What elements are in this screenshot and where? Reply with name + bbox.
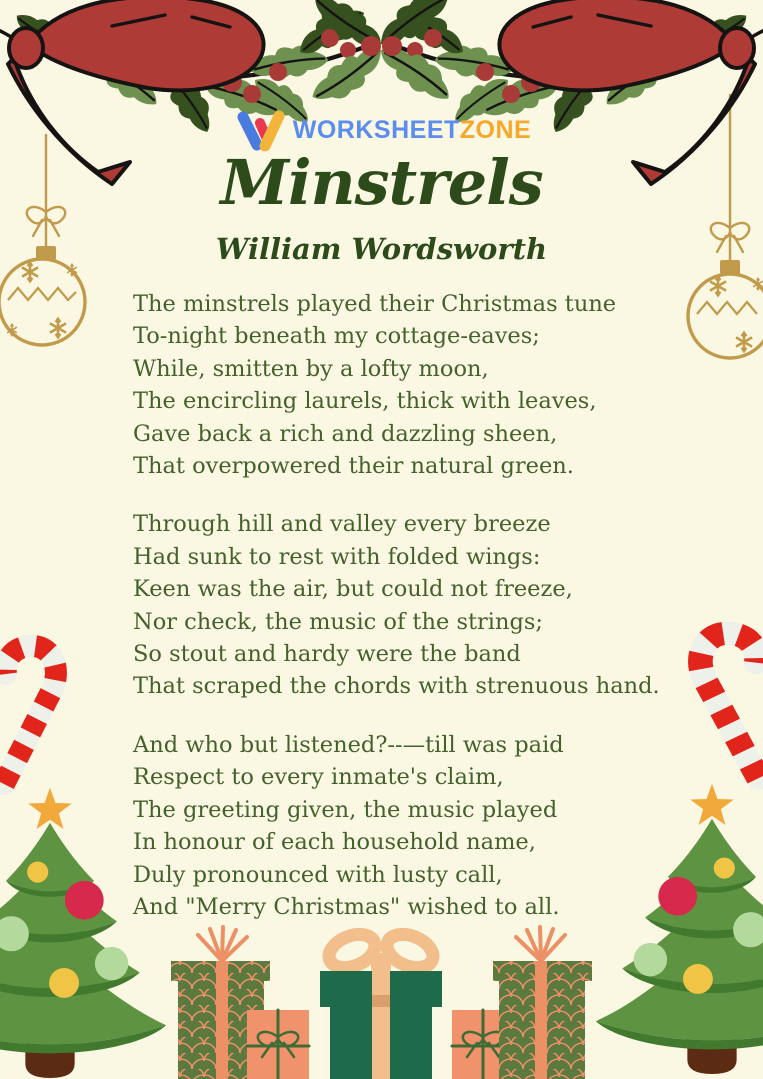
poem-line: So stout and hardy were the band (133, 641, 521, 668)
stanza (133, 288, 660, 482)
poem-line: To-night beneath my cottage-eaves; (133, 323, 540, 350)
poem-line: Respect to every inmate's claim, (133, 764, 504, 791)
poem-line: The encircling laurels, thick with leaves, (133, 388, 597, 415)
poem-line: Duly pronounced with lusty call, (133, 861, 503, 888)
poem-line: And who but listened?--—till was paid (133, 731, 564, 758)
candy-cane-right-icon (700, 633, 758, 778)
poem-line: Through hill and valley every breeze (133, 511, 551, 538)
poem-line: That scraped the chords with strenuous hand. (133, 673, 660, 700)
poem-line: That overpowered their natural green. (133, 453, 574, 480)
poem-line: Gave back a rich and dazzling sheen, (133, 420, 558, 447)
poem-line: Keen was the air, but could not freeze, (133, 576, 573, 603)
poem-line: In honour of each household name, (133, 829, 536, 856)
poem-title: Minstrels (220, 146, 543, 219)
gift-center (320, 928, 442, 1079)
poem-line: The minstrels played their Christmas tune (133, 291, 617, 317)
gift-small-left (247, 1010, 309, 1079)
poem-line: Had sunk to rest with folded wings: (133, 543, 541, 570)
logo-text-zone: ZONE (459, 115, 532, 144)
logo-text (293, 116, 531, 145)
poem-line: While, smitten by a lofty moon, (133, 355, 489, 382)
gift-boxes-icon (0, 925, 763, 1079)
poem-author: William Wordsworth (215, 232, 548, 266)
poem-line: The greeting given, the music played (133, 796, 558, 823)
poem-line: And "Merry Christmas" wished to all. (133, 893, 560, 920)
logo-text-worksheet: WORKSHEET (292, 115, 460, 144)
poem-line: Nor check, the music of the strings; (133, 608, 543, 635)
gift-tall-right (493, 927, 592, 1079)
